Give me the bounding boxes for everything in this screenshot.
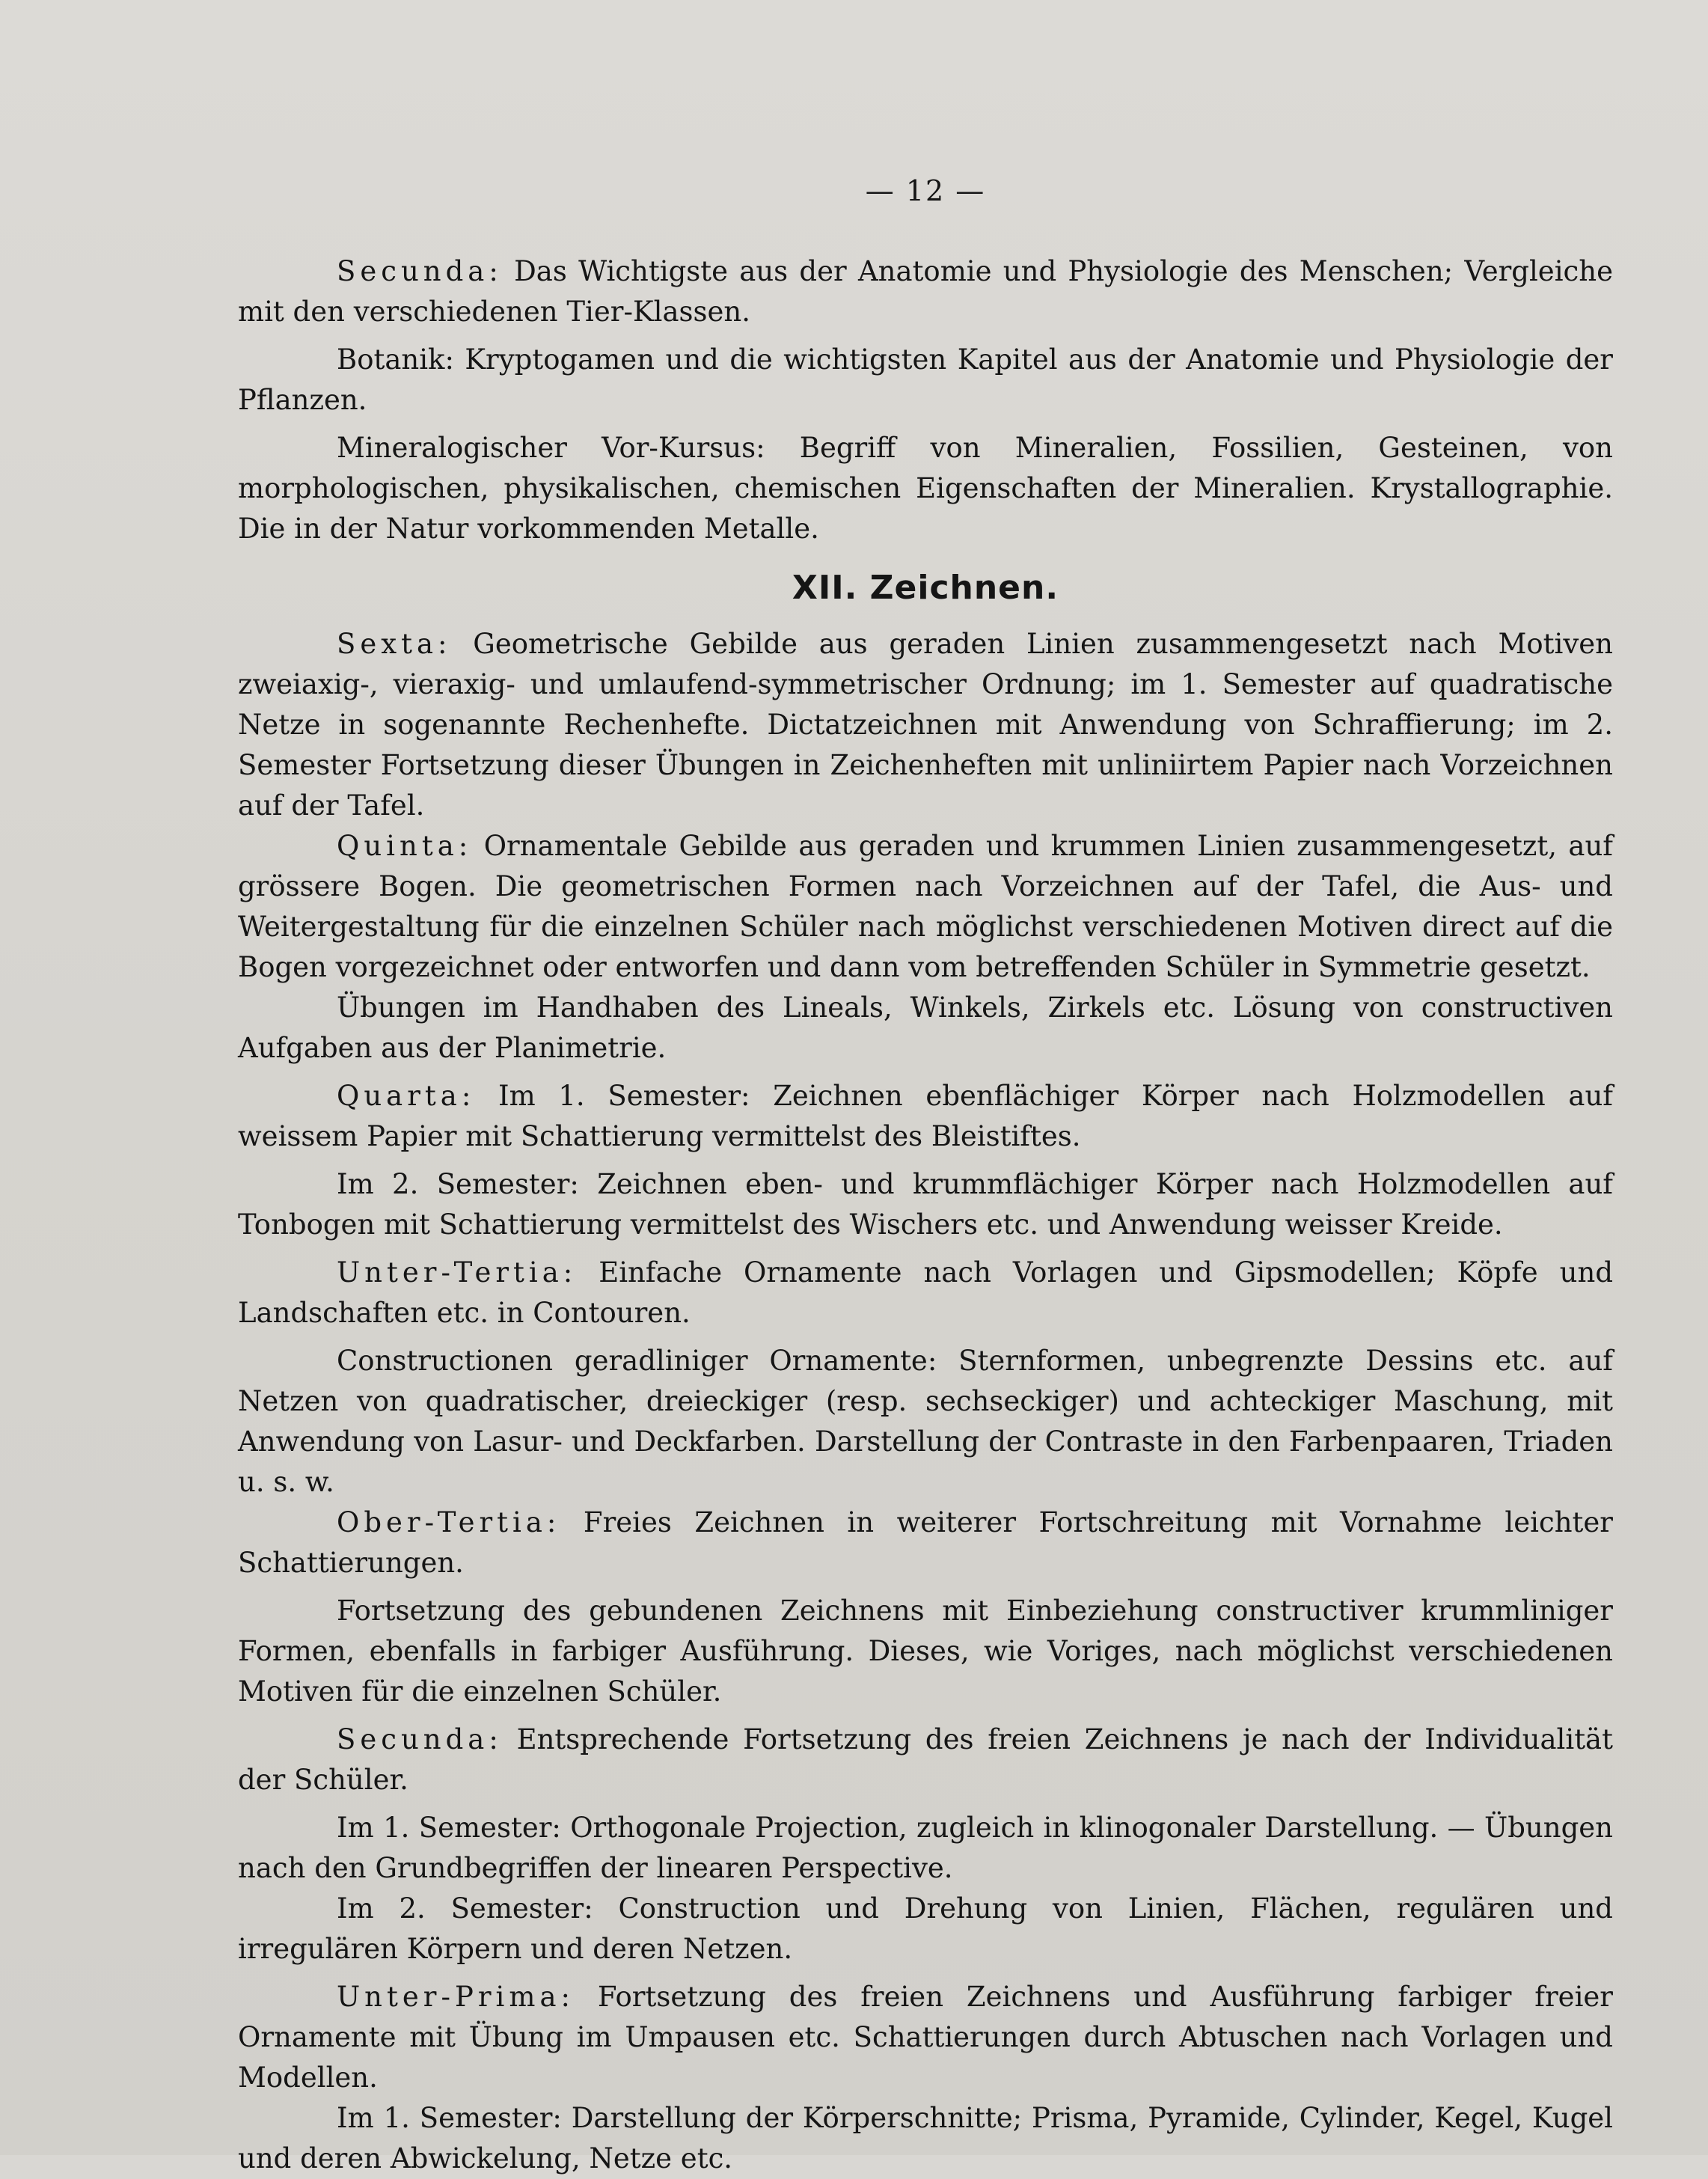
paragraph-lead: Secunda: [337, 1723, 503, 1755]
paragraph-mineralogie [238, 428, 1613, 549]
paragraph-lead: Sexta: [337, 628, 452, 660]
paragraph-quarta [238, 1076, 1613, 1157]
paragraph-secunda-semester-2 [238, 1889, 1613, 1969]
paragraph-secunda-semester-1 [238, 1808, 1613, 1889]
paragraph-unter-prima [238, 1977, 1613, 2098]
paragraph-secunda-zeichnen [238, 1720, 1613, 1800]
paragraph-text: Constructionen geradliniger Ornamente: Sternformen, unbegrenzte Dessins etc. auf Netzen von quadratischer, dreieckiger (resp. sechseckiger) und achteckiger Maschung, mit Anwendung von Lasur- und Deckfarben. Darstellung der Contraste in den Farbenpaaren, Triaden u. s. w. [238, 1345, 1613, 1498]
paragraph-lead: Ober-Tertia: [337, 1506, 561, 1538]
paragraph-text: Fortsetzung des freien Zeichnens und Ausführung farbiger freier Ornamente mit Übung im Umpausen etc. Schattierungen durch Abtuschen nach Vorlagen und Modellen. [238, 1981, 1613, 2094]
section-xii-body [238, 624, 1613, 2179]
paragraph-secunda-biology [238, 251, 1613, 332]
page-number: — 12 — [865, 174, 986, 207]
paragraph-quinta [238, 826, 1613, 988]
paragraph-text: Im 1. Semester: Darstellung der Körperschnitte; Prisma, Pyramide, Cylinder, Kegel, Kugel und deren Abwickelung, Netze etc. [238, 2102, 1613, 2175]
section-heading-zeichnen: XII. Zeichnen. [792, 569, 1059, 607]
paragraph-ober-tertia [238, 1503, 1613, 1583]
paragraph-text: Übungen im Handhaben des Lineals, Winkels, Zirkels etc. Lösung von constructiven Aufgaben aus der Planimetrie. [238, 991, 1613, 1064]
paragraph-text: Entsprechende Fortsetzung des freien Zeichnens je nach der Individualität der Schüler. [238, 1723, 1613, 1796]
paragraph-text: Im 1. Semester: Orthogonale Projection, zugleich in klinogonaler Darstellung. — Übungen nach den Grundbegriffen der linearen Perspective. [238, 1812, 1613, 1884]
paragraph-text: Das Wichtigste aus der Anatomie und Physiologie des Menschen; Vergleiche mit den verschiedenen Tier-Klassen. [238, 255, 1613, 328]
paragraph-constructionen [238, 1341, 1613, 1503]
paragraph-lead: Unter-Prima: [337, 1981, 575, 2013]
paragraph-text: Freies Zeichnen in weiterer Fortschreitung mit Vornahme leichter Schattierungen. [238, 1506, 1613, 1579]
paragraph-text: Fortsetzung des gebundenen Zeichnens mit Einbeziehung constructiver krummliniger Formen, ebenfalls in farbiger Ausführung. Dieses, wie Voriges, nach möglichst verschiedenen Motiven für die einzelnen Schüler. [238, 1595, 1613, 1708]
page-content [238, 171, 1613, 2179]
paragraph-text: Mineralogischer Vor-Kursus: Begriff von Mineralien, Fossilien, Gesteinen, von morphologischen, physikalischen, chemischen Eigenschaften der Mineralien. Krystallographie. Die in der Natur vorkommenden Metalle. [238, 432, 1613, 545]
paragraph-lead: Secunda: [337, 255, 503, 287]
section-xi-continuation [238, 251, 1613, 549]
paragraph-fortsetzung-gebunden [238, 1591, 1613, 1712]
paragraph-text: Im 2. Semester: Construction und Drehung von Linien, Flächen, regulären und irregulären Körpern und deren Netzen. [238, 1892, 1613, 1965]
paragraph-botanik [238, 340, 1613, 421]
paragraph-quinta-uebungen [238, 988, 1613, 1069]
paragraph-lead: Quinta: [337, 830, 473, 862]
paragraph-text: Im 1. Semester: Zeichnen ebenflächiger Körper nach Holzmodellen auf weissem Papier mit Schattierung vermittelst des Bleistiftes. [238, 1080, 1613, 1152]
paragraph-sexta [238, 624, 1613, 826]
paragraph-text: Ornamentale Gebilde aus geraden und krummen Linien zusammengesetzt, auf grössere Bogen. Die geometrischen Formen nach Vorzeichnen auf der Tafel, die Aus- und Weitergestaltung für die einzelnen Schüler nach möglichst verschiedenen Motiven direct auf die Bogen vorgezeichnet oder entworfen und dann vom betreffenden Schüler in Symmetrie gesetzt. [238, 830, 1613, 983]
paragraph-unter-prima-semester-1 [238, 2098, 1613, 2179]
paragraph-text: Im 2. Semester: Zeichnen eben- und krummflächiger Körper nach Holzmodellen auf Tonbogen mit Schattierung vermittelst des Wischers etc. und Anwendung weisser Kreide. [238, 1168, 1613, 1241]
paragraph-text: Einfache Ornamente nach Vorlagen und Gipsmodellen; Köpfe und Landschaften etc. in Contouren. [238, 1256, 1613, 1329]
paragraph-lead: Quarta: [337, 1080, 476, 1112]
paragraph-lead: Unter-Tertia: [337, 1256, 578, 1289]
paragraph-quarta-semester-2 [238, 1164, 1613, 1245]
paragraph-unter-tertia [238, 1253, 1613, 1333]
paragraph-text: Botanik: Kryptogamen und die wichtigsten Kapitel aus der Anatomie und Physiologie der Pflanzen. [238, 343, 1613, 416]
paragraph-text: Geometrische Gebilde aus geraden Linien zusammengesetzt nach Motiven zweiaxig-, vieraxig- und umlaufend-symmetrischer Ordnung; im 1. Semester auf quadratische Netze in sogenannte Rechenhefte. Dictatzeichnen mit Anwendung von Schraffierung; im 2. Semester Fortsetzung dieser Übungen in Zeichenheften mit unliniirtem Papier nach Vorzeichnen auf der Tafel. [238, 628, 1613, 822]
